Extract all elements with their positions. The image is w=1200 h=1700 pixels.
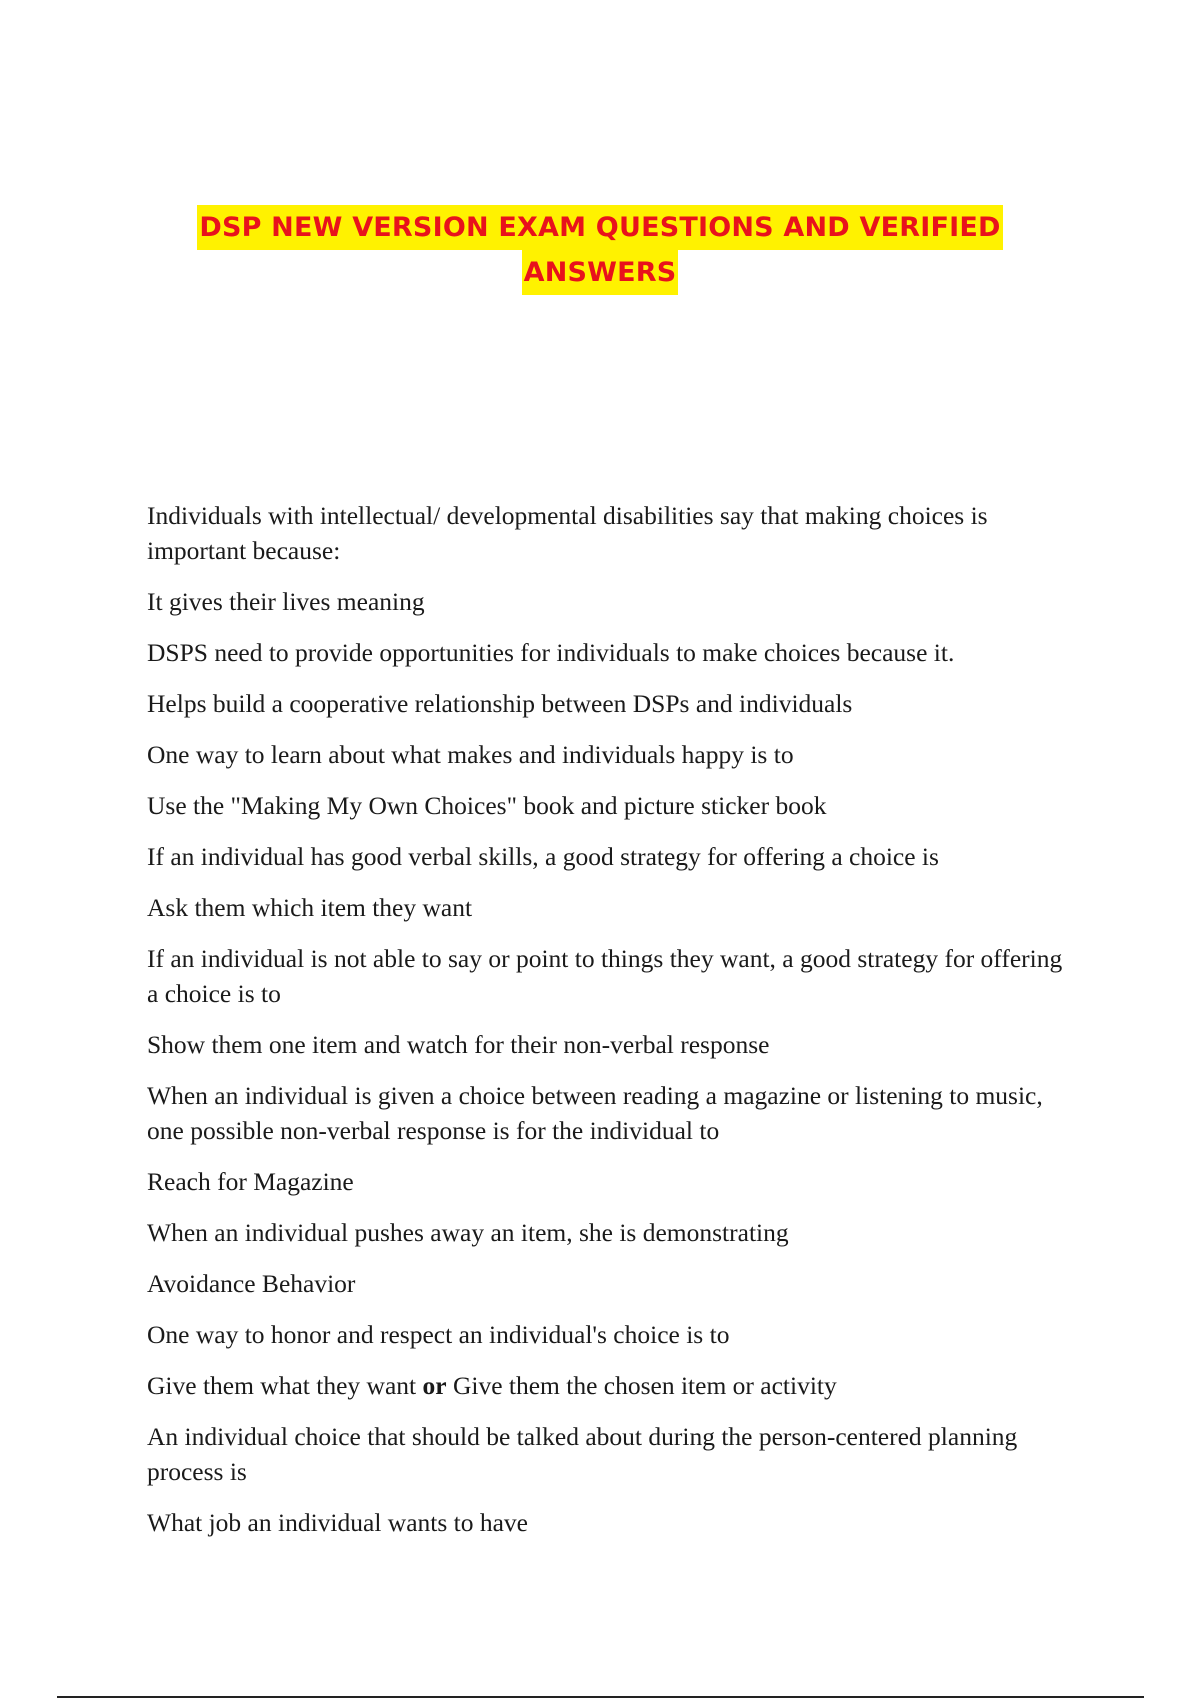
document-body — [147, 498, 1067, 1556]
answer-paragraph: Helps build a cooperative relationship between DSPs and individuals — [147, 689, 853, 718]
answer-paragraph — [147, 1368, 1067, 1403]
question-paragraph: If an individual has good verbal skills, a good strategy for offering a choice is — [147, 842, 939, 871]
answer-text-after: Give them the chosen item or activity — [446, 1371, 837, 1400]
answer-paragraph: Reach for Magazine — [147, 1167, 354, 1196]
answer-or-bold: or — [422, 1371, 447, 1400]
question-paragraph: An individual choice that should be talked about during the person-centered planning process is — [147, 1422, 1018, 1486]
question-paragraph: Individuals with intellectual/ developmental disabilities say that making choices is important because: — [147, 501, 988, 565]
answer-paragraph: Avoidance Behavior — [147, 1269, 356, 1298]
title-line-2: ANSWERS — [522, 250, 679, 295]
answer-paragraph: Use the "Making My Own Choices" book and picture sticker book — [147, 791, 827, 820]
answer-paragraph: Ask them which item they want — [147, 893, 473, 922]
question-paragraph: When an individual pushes away an item, she is demonstrating — [147, 1218, 789, 1247]
question-paragraph: If an individual is not able to say or point to things they want, a good strategy for offering a choice is to — [147, 944, 1063, 1008]
answer-text-before: Give them what they want — [147, 1371, 423, 1400]
question-paragraph: One way to learn about what makes and individuals happy is to — [147, 740, 794, 769]
page-bottom-rule — [57, 1696, 1144, 1698]
question-paragraph: One way to honor and respect an individual's choice is to — [147, 1320, 730, 1349]
answer-paragraph: Show them one item and watch for their non-verbal response — [147, 1030, 770, 1059]
question-paragraph: DSPS need to provide opportunities for individuals to make choices because it. — [147, 638, 955, 667]
question-paragraph: When an individual is given a choice between reading a magazine or listening to music, one possible non-verbal response is for the individual to — [147, 1081, 1043, 1145]
answer-paragraph: It gives their lives meaning — [147, 587, 425, 616]
answer-paragraph: What job an individual wants to have — [147, 1508, 528, 1537]
document-title — [0, 205, 1200, 295]
title-line-1: DSP NEW VERSION EXAM QUESTIONS AND VERIFIED — [197, 205, 1002, 250]
